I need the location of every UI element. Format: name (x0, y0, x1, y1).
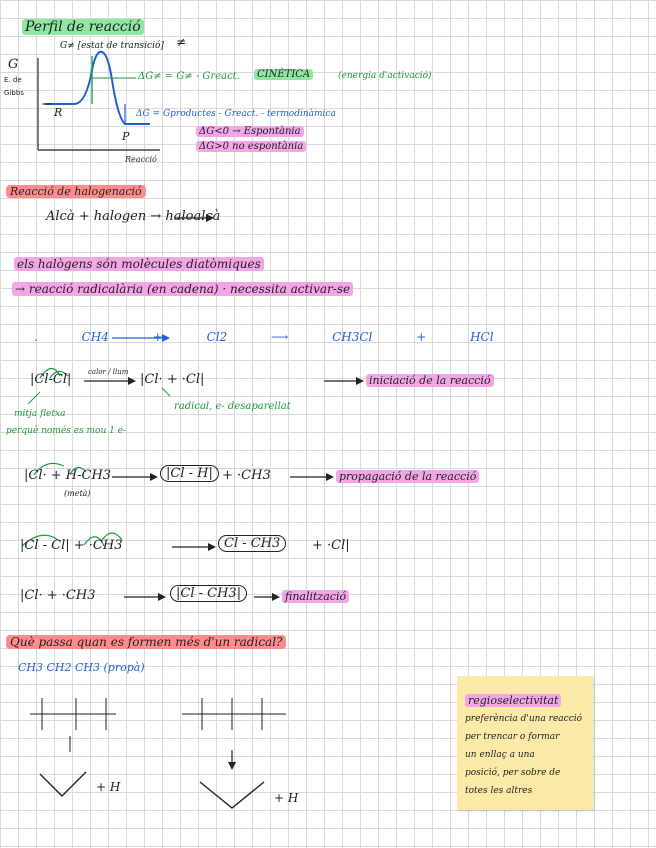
spontaneous-positive: ΔG>0 no espontània (196, 140, 306, 153)
h-radical-left: + H (96, 780, 121, 794)
radical-reaction-line: → reacció radicalària (en cadena) · necessita activar-se (12, 283, 353, 296)
propagation-product-2: + ·CH3 (222, 468, 271, 483)
note-line: un enllaç a una (465, 750, 535, 760)
kinetics-label: CINÈTICA (254, 68, 313, 81)
graph-y-axis-sub: E. de Gibbs (4, 76, 24, 97)
h-radical-right: + H (274, 791, 299, 805)
halogenation-title: Reacció de halogenació (6, 185, 146, 198)
termination-product-2: + ·Cl| (312, 538, 350, 553)
initiation-reactant: |Cl-Cl| (30, 372, 72, 387)
radical-note: radical, e- desaparellat (174, 401, 291, 412)
halogens-diatomic-line: els halògens són molècules diatòmiques (14, 258, 264, 271)
reactant-label: R (54, 106, 63, 119)
product-label: P (122, 130, 130, 143)
kinetics-note: (energia d'activació) (338, 71, 432, 81)
multiple-radicals-question: Què passa quan es formen més d'un radical? (6, 635, 286, 649)
note-line: posició, per sobre de (465, 768, 561, 778)
note-line: per trencar o formar (465, 732, 560, 742)
graph-y-axis: G (8, 57, 19, 72)
termination-product-1: Cl - CH3 (218, 537, 286, 550)
graph-x-axis: Reacció (125, 155, 157, 164)
dG-equation: ΔG = Gproductes - Greact. - termodinàmica (136, 109, 336, 119)
note-line: totes les altres (465, 786, 533, 796)
dG-ts-equation: ΔG≠ = G≠ - Greact. (138, 71, 240, 82)
finalization-reactants: |Cl· + ·CH3 (20, 588, 96, 603)
half-arrow-note: mitja fletxa (14, 409, 66, 419)
note-line: preferència d'una reacció (465, 714, 583, 724)
half-arrow-note-2: perquè només es mou 1 e- (6, 426, 127, 436)
propagation-label: propagació de la reacció (336, 470, 479, 483)
spontaneous-negative: ΔG<0 → Espontània (196, 125, 304, 138)
initiation-label: iniciació de la reacció (366, 374, 494, 387)
finalization-product: |Cl - CH3| (170, 587, 247, 600)
propagation-methane-label: (metà) (64, 489, 91, 498)
methane-chlorination-reaction: . CH4 + Cl2 ⟶ CH3Cl + HCl (34, 330, 494, 344)
termination-reactants: |Cl - Cl| + ·CH3 (20, 538, 123, 553)
finalization-label: finalització (282, 590, 349, 603)
page-title: Perfil de reacció (22, 19, 144, 35)
initiation-arrow-label: calor / llum (88, 368, 129, 376)
regioselectivity-note (457, 676, 593, 810)
halogenation-equation: Alcà + halogen → haloalcà (46, 209, 221, 224)
transition-state-label: G≠ [estat de transició] (60, 41, 164, 51)
transition-state-mark: ≠ (176, 35, 187, 49)
note-title: regioselectivitat (465, 694, 561, 707)
propagation-reactants: |Cl· + H-CH3 (24, 468, 112, 483)
propagation-product-1: |Cl - H| (160, 467, 219, 480)
propane-formula: CH3 CH2 CH3 (propà) (18, 661, 145, 674)
initiation-products: |Cl· + ·Cl| (140, 372, 205, 387)
